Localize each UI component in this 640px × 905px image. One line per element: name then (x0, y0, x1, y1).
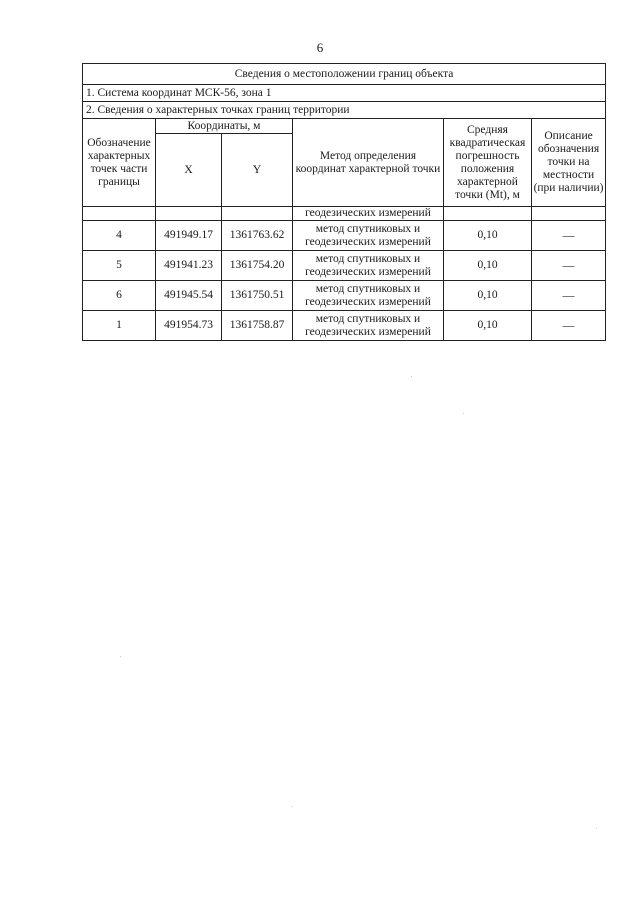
cell-error (444, 207, 532, 221)
table-row (83, 221, 606, 251)
cell-point: 4 (83, 221, 156, 251)
cell-x: 491941.23 (156, 251, 222, 281)
cell-description: — (532, 311, 606, 341)
cell-point (83, 207, 156, 221)
cell-y: 1361763.62 (222, 221, 293, 251)
cell-y (222, 207, 293, 221)
cell-error: 0,10 (444, 311, 532, 341)
scan-speck (463, 413, 464, 414)
cell-point: 6 (83, 281, 156, 311)
page-number: 6 (316, 40, 324, 55)
cell-error: 0,10 (444, 221, 532, 251)
boundary-table (82, 63, 606, 341)
header-coordinates: Координаты, м (156, 119, 293, 134)
scan-speck (291, 806, 292, 807)
table-row (83, 311, 606, 341)
cell-x (156, 207, 222, 221)
cell-description (532, 207, 606, 221)
header-method: Метод определения координат характерной точки (293, 119, 444, 207)
points-section-title: 2. Сведения о характерных точках границ территории (83, 102, 606, 119)
cell-method: метод спутниковых и геодезических измерений (293, 281, 444, 311)
header-description: Описание обозначения точки на местности (при наличии) (532, 119, 606, 207)
cell-y: 1361758.87 (222, 311, 293, 341)
cell-method: геодезических измерений (293, 207, 444, 221)
cell-description: — (532, 281, 606, 311)
header-error: Средняя квадратическая погрешность положения характерной точки (Mt), м (444, 119, 532, 207)
cell-method: метод спутниковых и геодезических измерений (293, 221, 444, 251)
cell-point: 5 (83, 251, 156, 281)
cell-description: — (532, 221, 606, 251)
continuation-row (83, 207, 606, 221)
cell-y: 1361750.51 (222, 281, 293, 311)
cell-method: метод спутниковых и геодезических измерений (293, 311, 444, 341)
table-row (83, 281, 606, 311)
cell-x: 491949.17 (156, 221, 222, 251)
scan-speck (596, 828, 597, 829)
header-x: X (156, 134, 222, 207)
cell-method: метод спутниковых и геодезических измерений (293, 251, 444, 281)
cell-x: 491945.54 (156, 281, 222, 311)
header-point: Обозначение характерных точек части границы (83, 119, 156, 207)
header-y: Y (222, 134, 293, 207)
cell-point: 1 (83, 311, 156, 341)
scan-speck (120, 656, 121, 657)
scan-speck (411, 376, 412, 377)
table-title: Сведения о местоположении границ объекта (83, 64, 606, 85)
coordinate-system: 1. Система координат МСК-56, зона 1 (83, 85, 606, 102)
cell-error: 0,10 (444, 251, 532, 281)
cell-x: 491954.73 (156, 311, 222, 341)
cell-y: 1361754.20 (222, 251, 293, 281)
cell-error: 0,10 (444, 281, 532, 311)
table-row (83, 251, 606, 281)
cell-description: — (532, 251, 606, 281)
